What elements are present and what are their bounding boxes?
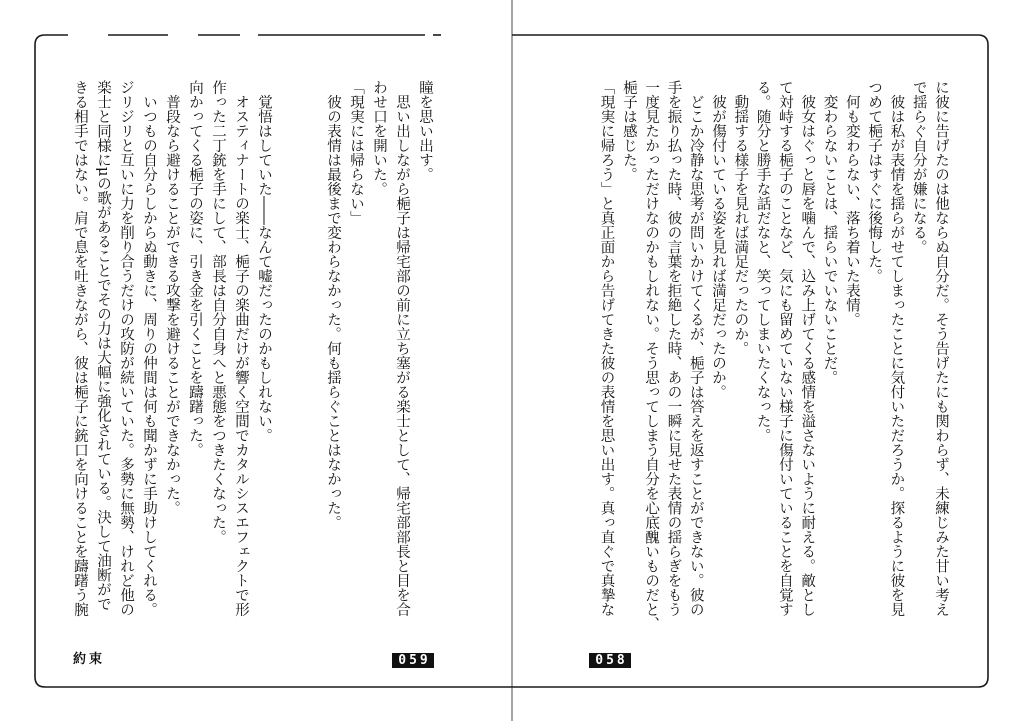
text-line: 彼が傷付いている姿を見れば満足だったのか。: [710, 80, 727, 399]
text-line: 向かってくる梔子の姿に、引き金を引くことを躊躇った。: [187, 80, 203, 457]
text-line: て対峙する梔子のことなど、気にも留めていない様子に傷付いていることを自覚す: [776, 80, 793, 617]
page-number-badge: 059: [392, 653, 434, 668]
right-page-text: [595, 80, 952, 646]
text-line: つめて梔子はすぐに後悔した。: [866, 80, 883, 283]
page-number-badge: 058: [589, 653, 631, 668]
text-line: 彼は私が表情を揺らがせてしまったことに気付いただろうか。探るように彼を見: [888, 80, 905, 617]
text-line: 「現実には帰らない」: [348, 80, 364, 225]
text-line: 手を振り払った時、彼の言葉を拒絶した時、あの一瞬に見せた表情の揺らぎをもう: [665, 80, 682, 617]
scene-block: [68, 80, 275, 646]
text-line: 覚悟はしていた――なんて嘘だったのかもしれない。: [256, 80, 272, 443]
text-line: 作った二丁銃を手にして、部長は自分自身へと悪態をつきたくなった。: [210, 80, 226, 544]
text-line: 「現実に帰ろう」と真正面から告げてきた彼の表情を思い出す。真っ直ぐで真摯な: [598, 80, 615, 617]
text-line: きる相手ではない。肩で息を吐きながら、彼は梔子に銃口を向けることを躊躇う腕: [72, 80, 88, 617]
scene-block: [321, 80, 436, 646]
text-line: る。随分と勝手な話だなと、笑ってしまいたくなった。: [754, 80, 771, 443]
text-line: 一度見たかっただけなのかもしれない。そう思ってしまう自分を心底醜いものだと、: [643, 80, 660, 631]
text-line: わせ口を開いた。: [371, 80, 387, 196]
text-line: 彼女はぐっと唇を噛んで、込み上げてくる感情を溢さないように耐える。敵とし: [799, 80, 816, 617]
text-line: 何も変わらない、落ち着いた表情。: [843, 80, 860, 327]
text-line: 瞳を思い出す。: [417, 80, 433, 182]
text-line: 楽士と同様にμの歌があることでその力は大幅に強化されている。決して油断がで: [95, 80, 111, 612]
text-line: 思い出しながら梔子は帰宅部の前に立ち塞がる楽士として、帰宅部部長と目を合: [394, 80, 410, 617]
text-line: 動揺する様子を見れば満足だったのか。: [732, 80, 749, 356]
text-line: いつもの自分らしからぬ動きに、周りの仲間は何も聞かずに手助けしてくれる。: [141, 80, 157, 617]
text-line: 変わらないことは、揺らいでいないことだ。: [821, 80, 838, 385]
text-line: 梔子は感じた。: [620, 80, 637, 182]
text-line: に彼に告げたのは他ならぬ自分だ。そう告げたにも関わらず、未練じみた甘い考え: [933, 80, 949, 617]
text-line: どこか冷静な思考が問いかけてくるが、梔子は答えを返すことができない。彼の: [687, 80, 704, 617]
scene-break: [275, 80, 321, 646]
text-line: ジリジリと互いに力を削り合うだけの攻防が続いていた。多勢に無勢、けれど他の: [118, 80, 134, 617]
text-line: 普段なら避けることができる攻撃を避けることができなかった。: [164, 80, 180, 515]
left-page-text: [68, 80, 436, 646]
chapter-title: 約束: [73, 652, 106, 667]
text-line: オスティナートの楽士、梔子の楽曲だけが響く空間でカタルシスエフェクトで形: [233, 80, 249, 617]
text-line: で揺らぐ自分が嫌になる。: [910, 80, 927, 254]
text-line: 彼の表情は最後まで変わらなかった。何も揺らぐことはなかった。: [325, 80, 341, 530]
